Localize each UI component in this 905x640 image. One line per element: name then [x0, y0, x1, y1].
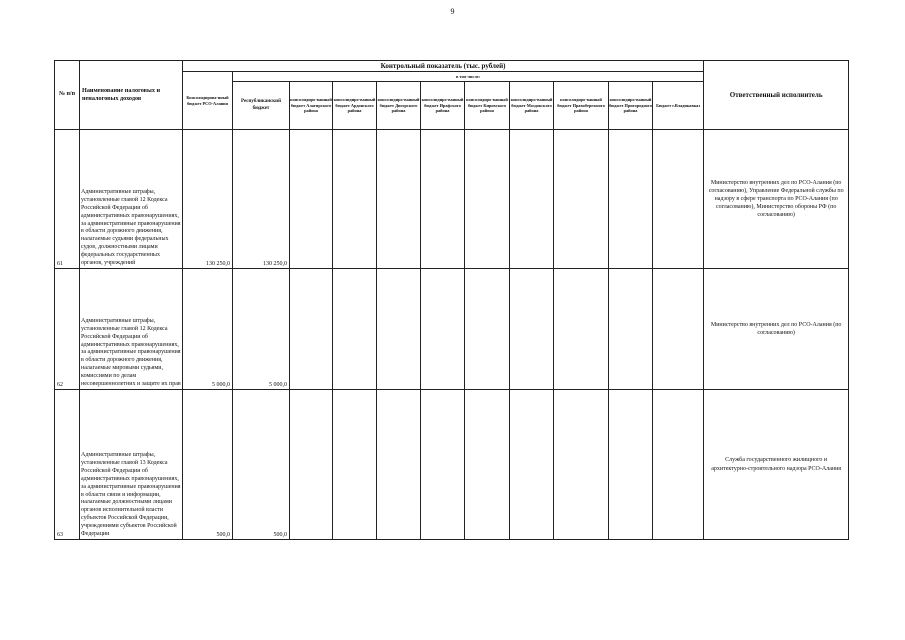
- responsible-executor: Министерство внутренних дел по РСО-Алания (по согласованию), Управление Федеральной службы по надзору в сфере транспорта по РСО-Алания (по согласованию), Министерство обороны РФ (по согласованию): [704, 130, 849, 269]
- row-number: 61: [55, 130, 80, 269]
- sub-header-digor: консолидиро-ванный бюджет Дигорского района: [377, 82, 421, 130]
- empty-cell: [510, 269, 554, 390]
- table-row: [55, 390, 849, 540]
- revenue-name: Административные штрафы, установленные главой 12 Кодекса Российской Федерации об административных правонарушениях, за административные правонарушения в области дорожного движения, налагаемые мировыми судьями, комиссиями по делам несовершеннолетних и защите их прав: [80, 269, 183, 390]
- row-number: 63: [55, 390, 80, 540]
- empty-cell: [554, 390, 609, 540]
- responsible-executor: Министерство внутренних дел по РСО-Алания (по согласованию): [704, 269, 849, 390]
- row-number: 62: [55, 269, 80, 390]
- col-name-header: Наименование налоговых и неналоговых доходов: [80, 61, 183, 130]
- empty-cell: [465, 390, 510, 540]
- budget-table: [54, 60, 849, 540]
- empty-cell: [333, 390, 377, 540]
- empty-cell: [421, 130, 465, 269]
- empty-cell: [653, 390, 704, 540]
- consolidated-value: 130 250,0: [183, 130, 233, 269]
- sub-header-prigorod: консолидиро-ванный бюджет Пригородного района: [609, 82, 653, 130]
- sub-header-consolidated: Консолидирова-нный бюджет РСО-Алания: [183, 72, 233, 130]
- republican-value: 500,0: [233, 390, 290, 540]
- empty-cell: [609, 130, 653, 269]
- table-row: [55, 269, 849, 390]
- republican-value: 5 000,0: [233, 269, 290, 390]
- sub-header-vladikavkaz: Бюджет г.Владикавказ: [653, 82, 704, 130]
- republican-value: 130 250,0: [233, 130, 290, 269]
- revenue-name: Административные штрафы, установленные главой 12 Кодекса Российской Федерации об административных правонарушениях, за административные правонарушения в области дорожного движения, налагаемые судьями федеральных судов, должностными лицами федеральных государственных органов, учреждений: [80, 130, 183, 269]
- sub-header-mozdok: консолидиро-ванный бюджет Моздокского района: [510, 82, 554, 130]
- empty-cell: [377, 130, 421, 269]
- sub-header-iraf: консолидиро-ванный бюджет Ирафского района: [421, 82, 465, 130]
- empty-cell: [554, 130, 609, 269]
- responsible-executor: Служба государственного жилищного и архитектурно-строительного надзора РСО-Алания: [704, 390, 849, 540]
- table-row: [55, 130, 849, 269]
- empty-cell: [653, 269, 704, 390]
- col-no-header: № п/п: [55, 61, 80, 130]
- header-row-1: [55, 61, 849, 72]
- empty-cell: [333, 130, 377, 269]
- responsible-header: Ответственный исполнитель: [704, 61, 849, 130]
- empty-cell: [609, 269, 653, 390]
- empty-cell: [421, 269, 465, 390]
- including-header: в том числе:: [233, 72, 704, 82]
- revenue-name: Административные штрафы, установленные главой 13 Кодекса Российской Федерации об административных правонарушениях, за административные правонарушения в области связи и информации, налагаемые должностными лицами органов исполнительной власти субъектов Российской Федерации, учреждениями субъектов Российской Федерации: [80, 390, 183, 540]
- sub-header-alagir: консолидиро-ванный бюджет Алагирского района: [290, 82, 333, 130]
- empty-cell: [465, 130, 510, 269]
- empty-cell: [609, 390, 653, 540]
- empty-cell: [333, 269, 377, 390]
- indicator-header: Контрольный показатель (тыс. рублей): [183, 61, 704, 72]
- sub-header-republican: Республиканский бюджет: [233, 82, 290, 130]
- sub-header-pravoberezh: консолидиро-ванный бюджет Правобережного района: [554, 82, 609, 130]
- page-number: 9: [450, 7, 455, 16]
- empty-cell: [290, 130, 333, 269]
- empty-cell: [465, 269, 510, 390]
- empty-cell: [510, 130, 554, 269]
- empty-cell: [290, 269, 333, 390]
- sub-header-ardon: консолидиро-ванный бюджет Ардонского района: [333, 82, 377, 130]
- empty-cell: [510, 390, 554, 540]
- consolidated-value: 5 000,0: [183, 269, 233, 390]
- empty-cell: [377, 390, 421, 540]
- empty-cell: [290, 390, 333, 540]
- empty-cell: [653, 130, 704, 269]
- sub-header-kirov: консолидиро-ванный бюджет Кировского района: [465, 82, 510, 130]
- empty-cell: [377, 269, 421, 390]
- empty-cell: [421, 390, 465, 540]
- consolidated-value: 500,0: [183, 390, 233, 540]
- empty-cell: [554, 269, 609, 390]
